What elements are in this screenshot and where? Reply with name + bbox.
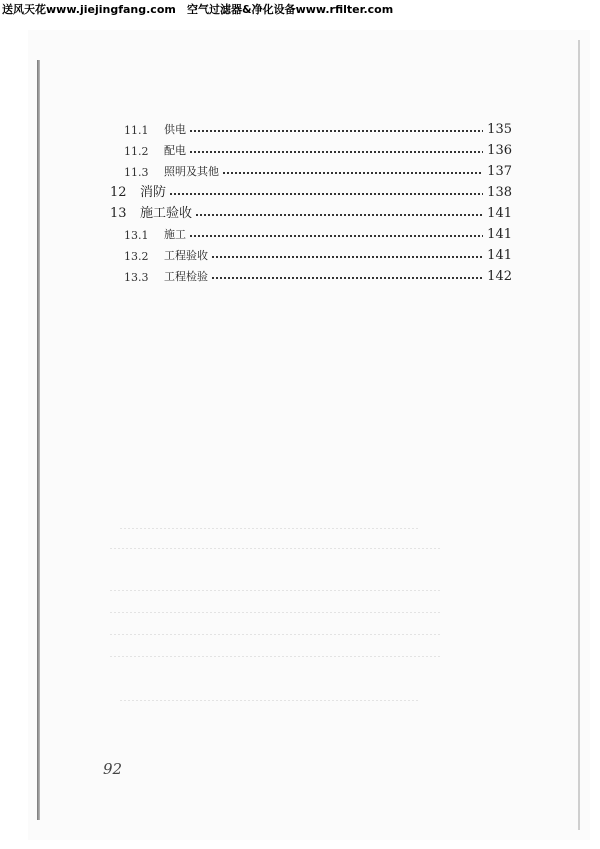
toc-entry-page: 141 xyxy=(487,248,512,263)
toc-entry-page: 142 xyxy=(487,269,512,284)
toc-leader-dots xyxy=(190,235,483,237)
toc-leader-dots xyxy=(190,151,483,153)
toc-entry-title: 施工验收 xyxy=(140,206,193,221)
toc-entry-title: 供电 xyxy=(164,123,186,136)
header-site-left: 送风天花www.jiejingfang.com xyxy=(2,3,176,16)
toc-entry-title: 工程验收 xyxy=(164,249,208,262)
toc-entry-page: 135 xyxy=(487,122,512,137)
toc-entry-title: 工程检验 xyxy=(164,270,208,283)
table-of-contents xyxy=(100,116,512,284)
toc-leader-dots xyxy=(223,172,483,174)
bleed-through-line xyxy=(110,634,440,635)
toc-leader-dots xyxy=(212,277,483,279)
header-site-right: 空气过滤器&净化设备www.rfilter.com xyxy=(187,3,394,16)
toc-entry-title: 施工 xyxy=(164,228,186,241)
toc-entry[interactable] xyxy=(100,158,512,179)
toc-entry[interactable] xyxy=(100,242,512,263)
toc-entry[interactable] xyxy=(100,221,512,242)
page-binding-edge xyxy=(37,60,40,820)
toc-entry-number: 11.1 xyxy=(124,124,149,137)
toc-entry-page: 136 xyxy=(487,143,512,158)
toc-entry-page: 137 xyxy=(487,164,512,179)
bleed-through-line xyxy=(110,548,440,549)
page-number: 92 xyxy=(103,760,123,778)
toc-leader-dots xyxy=(196,214,483,216)
bleed-through-line xyxy=(110,612,440,613)
toc-entry-number: 11.3 xyxy=(124,166,149,179)
toc-entry-page: 141 xyxy=(487,206,512,221)
toc-entry-title: 配电 xyxy=(164,144,186,157)
toc-entry-title: 消防 xyxy=(140,185,167,200)
toc-leader-dots xyxy=(190,130,483,132)
toc-entry-page: 141 xyxy=(487,227,512,242)
bleed-through-line xyxy=(110,590,440,591)
toc-entry[interactable] xyxy=(100,116,512,137)
toc-entry[interactable] xyxy=(100,137,512,158)
bleed-through-line xyxy=(120,700,420,701)
toc-leader-dots xyxy=(170,193,483,195)
toc-entry-number: 13.2 xyxy=(124,250,149,263)
toc-entry-page: 138 xyxy=(487,185,512,200)
toc-entry-number: 13 xyxy=(110,206,127,221)
toc-entry-number: 12 xyxy=(110,185,127,200)
toc-entry[interactable] xyxy=(100,200,512,221)
toc-entry-number: 11.2 xyxy=(124,145,149,158)
bleed-through-line xyxy=(120,528,420,529)
toc-entry[interactable] xyxy=(100,263,512,284)
page-right-edge xyxy=(578,40,580,830)
bleed-through-line xyxy=(110,656,440,657)
toc-leader-dots xyxy=(212,256,483,258)
toc-entry-title: 照明及其他 xyxy=(164,165,219,178)
watermark-header xyxy=(0,0,600,16)
toc-entry[interactable] xyxy=(100,179,512,200)
toc-entry-number: 13.3 xyxy=(124,271,149,284)
toc-entry-number: 13.1 xyxy=(124,229,149,242)
